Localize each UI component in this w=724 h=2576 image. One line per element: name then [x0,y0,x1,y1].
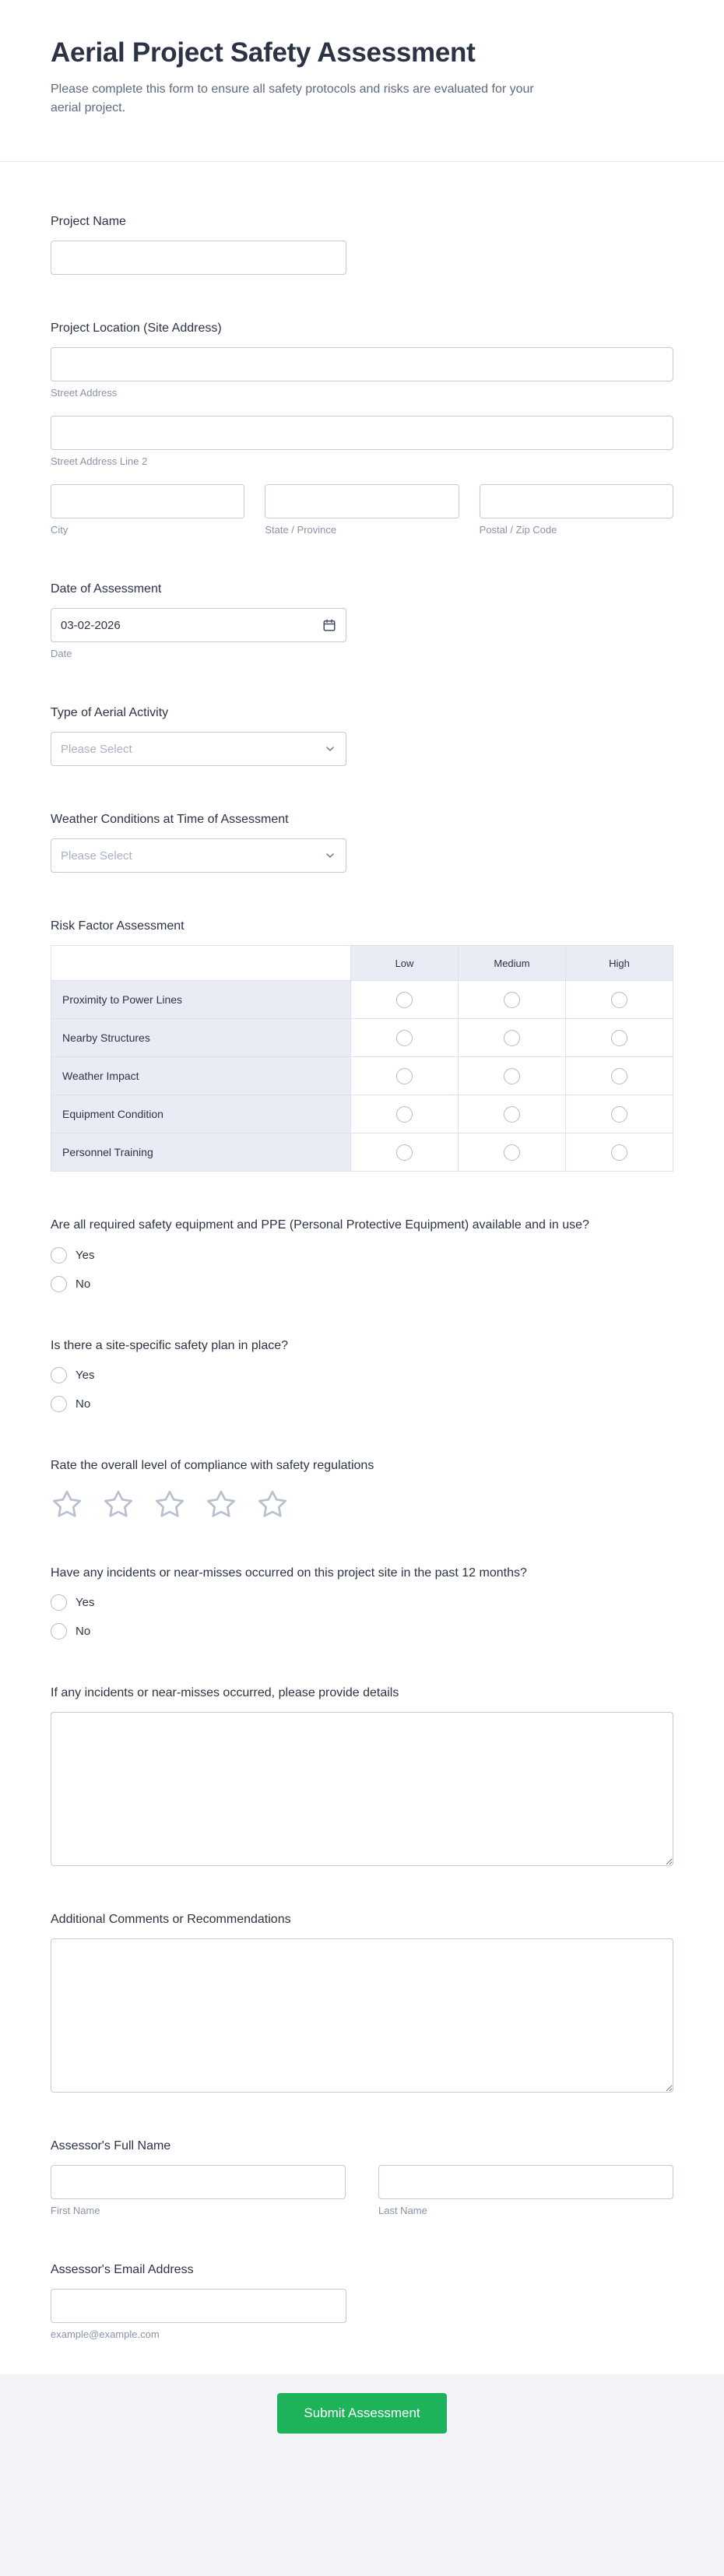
project-name-input[interactable] [51,241,346,275]
radio-option-no[interactable] [51,1396,90,1412]
question-label: Date of Assessment [51,582,162,596]
first-name-sublabel: First Name [51,2205,100,2217]
radio-icon[interactable] [51,1396,67,1412]
star-icon[interactable] [51,1488,83,1520]
question-label: Assessor's Full Name [51,2138,171,2153]
question-safety-plan [51,1337,673,1412]
question-compliance-rating [51,1457,673,1520]
street-address2-sublabel: Street Address Line 2 [51,455,148,468]
option-label: Yes [76,1248,95,1262]
postal-sublabel: Postal / Zip Code [479,524,557,536]
matrix-row-label: Nearby Structures [51,1019,351,1057]
question-label: If any incidents or near-misses occurred, please provide details [51,1685,399,1699]
state-sublabel: State / Province [265,524,337,536]
form-footer [0,2374,724,2576]
ppe-options [51,1247,673,1292]
radio-option-yes[interactable] [51,1367,94,1383]
matrix-column-header: Low [351,946,459,981]
matrix-column-header: Medium [459,946,566,981]
matrix-row-label: Equipment Condition [51,1095,351,1133]
matrix-radio[interactable] [611,1068,627,1084]
matrix-radio[interactable] [611,1144,627,1161]
street-address-block [51,347,673,399]
radio-icon[interactable] [51,1623,67,1639]
city-block [51,484,244,536]
calendar-icon[interactable] [322,618,336,632]
matrix-radio[interactable] [396,1106,413,1123]
question-date-of-assessment [51,581,673,659]
form-title: Aerial Project Safety Assessment [51,37,476,68]
matrix-radio[interactable] [504,1106,520,1123]
last-name-input[interactable] [378,2165,673,2199]
name-row [51,2165,673,2216]
option-label: No [76,1277,91,1291]
first-name-block [51,2165,346,2216]
date-sublabel: Date [51,648,72,660]
matrix-row [51,1019,673,1057]
matrix-row-label: Personnel Training [51,1133,351,1172]
weather-select-placeholder: Please Select [61,849,132,863]
radio-option-no[interactable] [51,1276,90,1292]
risk-matrix-table [51,945,673,1172]
question-project-location [51,320,673,536]
matrix-row [51,1057,673,1095]
state-block [265,484,459,536]
question-label: Rate the overall level of compliance with safety regulations [51,1458,374,1472]
question-label: Assessor's Email Address [51,2263,194,2277]
option-label: No [76,1397,91,1411]
incidents-options [51,1594,673,1639]
radio-option-no[interactable] [51,1623,90,1639]
option-label: Yes [76,1595,95,1609]
star-icon[interactable] [256,1488,289,1520]
question-label: Have any incidents or near-misses occurred on this project site in the past 12 months? [51,1566,527,1580]
email-input[interactable] [51,2289,346,2323]
chevron-down-icon [324,743,336,755]
weather-select[interactable] [51,838,346,873]
star-rating[interactable] [51,1488,673,1520]
radio-option-yes[interactable] [51,1247,94,1263]
matrix-radio[interactable] [504,1030,520,1046]
matrix-row [51,981,673,1019]
question-label: Weather Conditions at Time of Assessment [51,813,289,827]
matrix-row [51,1133,673,1172]
question-label: Risk Factor Assessment [51,919,185,933]
question-risk-matrix [51,918,673,1172]
safety-plan-options [51,1367,673,1412]
email-sublabel: example@example.com [51,2328,160,2341]
star-icon[interactable] [102,1488,135,1520]
comments-textarea[interactable] [51,1938,673,2093]
matrix-radio[interactable] [504,992,520,1008]
question-incidents [51,1565,673,1639]
question-weather-conditions [51,811,673,873]
matrix-corner-cell [51,946,351,981]
chevron-down-icon [324,849,336,862]
question-label: Is there a site-specific safety plan in place? [51,1338,289,1352]
star-icon[interactable] [153,1488,186,1520]
matrix-radio[interactable] [611,1030,627,1046]
matrix-radio[interactable] [611,992,627,1008]
matrix-radio[interactable] [396,992,413,1008]
matrix-column-header: High [566,946,673,981]
matrix-row-label: Proximity to Power Lines [51,981,351,1019]
activity-select-placeholder: Please Select [61,742,132,756]
city-state-zip-row [51,484,673,536]
last-name-block [378,2165,673,2216]
form-header [0,0,724,162]
last-name-sublabel: Last Name [378,2205,427,2217]
option-label: No [76,1624,91,1638]
question-aerial-activity [51,705,673,766]
city-sublabel: City [51,524,69,536]
question-label: Additional Comments or Recommendations [51,1912,291,1926]
matrix-row-label: Weather Impact [51,1057,351,1095]
matrix-radio[interactable] [611,1106,627,1123]
matrix-row [51,1095,673,1133]
question-label: Are all required safety equipment and PPE (Personal Protective Equipment) available and in use? [51,1218,589,1232]
street-address-sublabel: Street Address [51,387,118,399]
question-incident-details [51,1685,673,1866]
activity-select[interactable] [51,732,346,766]
matrix-radio[interactable] [504,1068,520,1084]
option-label: Yes [76,1368,95,1382]
radio-option-yes[interactable] [51,1594,94,1611]
matrix-radio[interactable] [396,1068,413,1084]
matrix-radio[interactable] [396,1030,413,1046]
star-icon[interactable] [205,1488,237,1520]
matrix-radio[interactable] [504,1144,520,1161]
submit-button[interactable]: Submit Assessment [277,2393,446,2434]
street-address2-input[interactable] [51,416,673,450]
date-value: 03-02-2026 [61,618,121,632]
question-assessor-email [51,2261,673,2340]
street-address2-block [51,416,673,467]
incident-details-textarea[interactable] [51,1712,673,1866]
state-input[interactable] [265,484,459,518]
form-body [0,162,724,2374]
form-subtitle: Please complete this form to ensure all safety protocols and risks are evaluated for your aerial project. [51,83,534,114]
radio-icon[interactable] [51,1367,67,1383]
radio-icon[interactable] [51,1594,67,1611]
radio-icon[interactable] [51,1276,67,1292]
street-address-input[interactable] [51,347,673,381]
first-name-input[interactable] [51,2165,346,2199]
postal-block [480,484,673,536]
question-label: Project Location (Site Address) [51,322,222,336]
postal-input[interactable] [480,484,673,518]
question-label: Project Name [51,215,126,228]
matrix-radio[interactable] [396,1144,413,1161]
date-input[interactable] [51,608,346,642]
city-input[interactable] [51,484,244,518]
question-assessor-name [51,2138,673,2216]
question-comments [51,1911,673,2093]
question-ppe [51,1217,673,1292]
question-label: Type of Aerial Activity [51,706,169,720]
radio-icon[interactable] [51,1247,67,1263]
question-project-name [51,213,673,275]
